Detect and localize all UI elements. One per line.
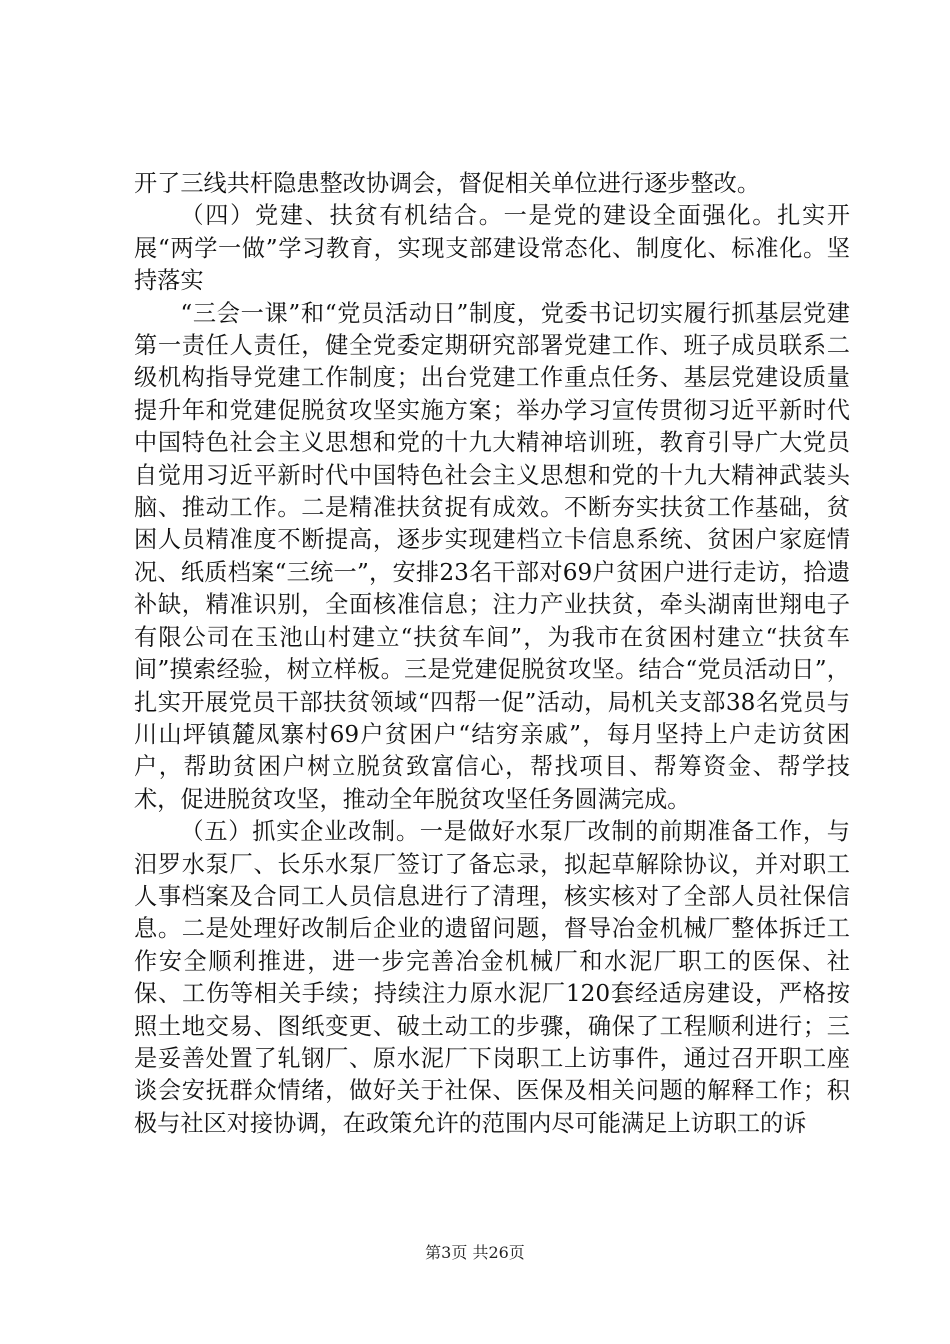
paragraph-1: 开了三线共杆隐患整改协调会，督促相关单位进行逐步整改。 <box>134 170 761 197</box>
document-body <box>134 168 850 1140</box>
paragraph-3: “三会一课”和“党员活动日”制度，党委书记切实履行抓基层党建第一责任人责任，健全党委定期研究部署党建工作、班子成员联系二级机构指导党建工作制度；出台党建工作重点任务、基层党建设质量提升年和党建促脱贫攻坚实施方案；举办学习宣传贯彻习近平新时代中国特色社会主义思想和党的十九大精神培训班，教育引导广大党员自觉用习近平新时代中国特色社会主义思想和党的十九大精神武装头脑、推动工作。二是精准扶贫捉有成效。不断夯实扶贫工作基础，贫困人员精准度不断提高，逐步实现建档立卡信息系统、贫困户家庭情况、纸质档案“三统一”，安排23名干部对69户贫困户进行走访，拾遗补缺，精准识别，全面核准信息；注力产业扶贫，牵头湖南世翔电子有限公司在玉池山村建立“扶贫车间”，为我市在贫困村建立“扶贫车间”摸索经验，树立样板。三是党建促脱贫攻坚。结合“党员活动日”，扎实开展党员干部扶贫领域“四帮一促”活动，局机关支部38名党员与川山坪镇麓凤寨村69户贫困户“结穷亲戚”，每月坚持上户走访贫困户，帮助贫困户树立脱贫致富信心，帮找项目、帮筹资金、帮学技术，促进脱贫攻坚，推动全年脱贫攻坚任务圆满完成。 <box>134 299 850 813</box>
paragraph-2: （四）党建、扶贫有机结合。一是党的建设全面强化。扎实开展“两学一做”学习教育，实现支部建设常态化、制度化、标准化。坚持落实 <box>134 202 850 295</box>
page-footer: 第3页 共26页 <box>425 1243 525 1262</box>
paragraph-4: （五）抓实企业改制。一是做好水泵厂改制的前期准备工作，与汨罗水泵厂、长乐水泵厂签订了备忘录，拟起草解除协议，并对职工人事档案及合同工人员信息进行了清理，核实核对了全部人员社保信息。二是处理好改制后企业的遗留问题，督导冶金机械厂整体拆迁工作安全顺利推进，进一步完善冶金机械厂和水泥厂职工的医保、社保、工伤等相关手续；持续注力原水泥厂120套经适房建设，严格按照土地交易、图纸变更、破土动工的步骤，确保了工程顺利进行；三是妥善处置了轧钢厂、原水泥厂下岗职工上访事件，通过召开职工座谈会安抚群众情绪，做好关于社保、医保及相关问题的解释工作；积极与社区对接协调，在政策允许的范围内尽可能满足上访职工的诉 <box>134 818 850 1137</box>
